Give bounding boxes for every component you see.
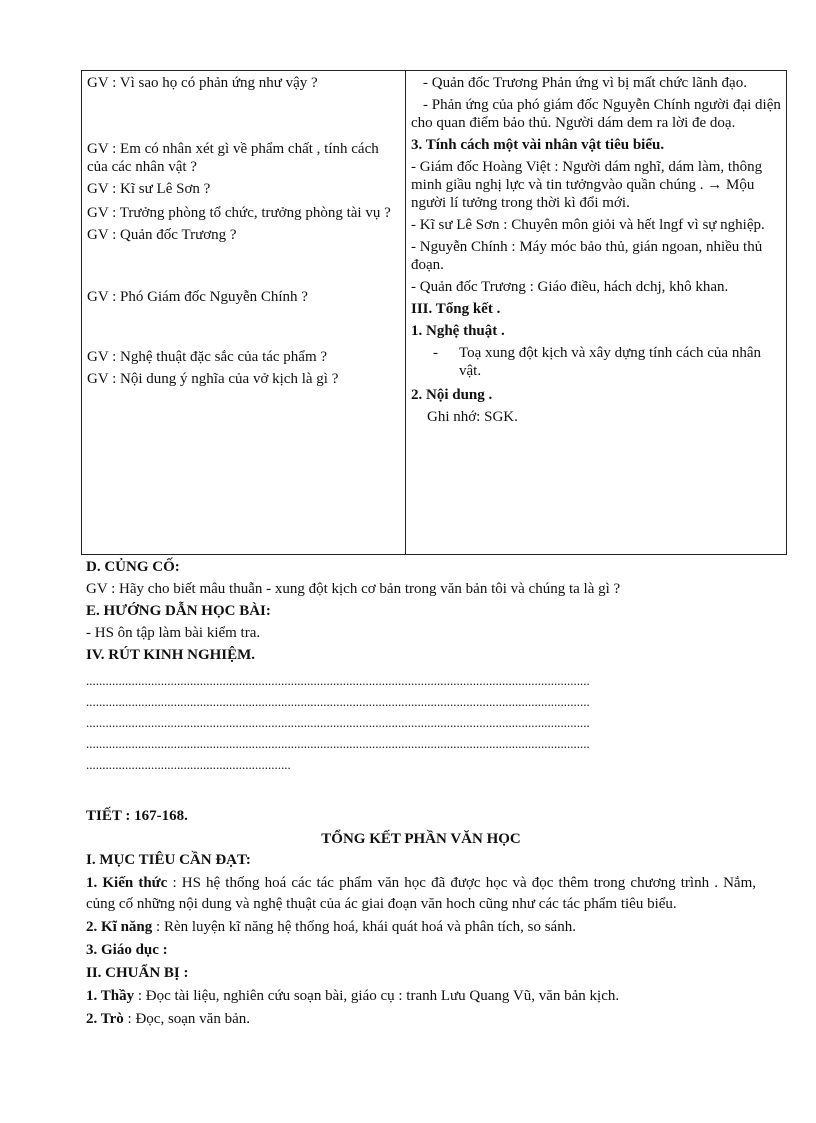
- knowledge-paragraph: [86, 873, 756, 915]
- heading-character: 3. Tính cách một vài nhân vật tiêu biểu.: [411, 137, 665, 153]
- answer-truong: - Quản đốc Trương Phản ứng vì bị mất chức lãnh đạo.: [423, 75, 747, 91]
- dotted-line: ...........................................................................................................................................................: [86, 673, 590, 688]
- teacher-prep: [86, 986, 756, 1007]
- skill-paragraph: [86, 917, 756, 938]
- heading-art: 1. Nghệ thuật .: [411, 323, 505, 339]
- question-4: GV : Trưởng phòng tổ chức, trưởng phòng tài vụ ?: [87, 205, 391, 221]
- next-lesson: [86, 806, 756, 1030]
- question-7: GV : Nghệ thuật đặc sắc của tác phẩm ?: [87, 349, 328, 365]
- skill-text: : Rèn luyện kĩ năng hệ thống hoá, khái quát hoá và phân tích, so sánh.: [152, 919, 576, 935]
- lesson-title: TỔNG KẾT PHẦN VĂN HỌC: [321, 831, 521, 847]
- trait-hoang-viet: - Giám đốc Hoàng Việt : Người dám nghĩ, dám làm, thông minh giầu nghị lực và tin tưởngvào quần chúng . → Mộu người lí tưởng trong thời kì đổi mới.: [411, 159, 763, 211]
- homework-title: E. HƯỚNG DẪN HỌC BÀI:: [86, 603, 271, 619]
- art-text: Toạ xung đột kịch và xây dựng tính cách của nhân vật.: [459, 345, 761, 379]
- objectives-title: I. MỤC TIÊU CẦN ĐẠT:: [86, 852, 251, 868]
- preparation-title: II. CHUẨN BỊ :: [86, 965, 189, 981]
- knowledge-text: : HS hệ thống hoá các tác phẩm văn học đã được học và đọc thêm trong chương trình . Nắm, củng cố những nội dung và nghệ thuật của ác giai đoạn văn hoch cũng như các tác phẩm tiêu biểu.: [86, 875, 756, 912]
- trait-le-son: - Kĩ sư Lê Sơn : Chuyên môn giỏi và hết lngf vì sự nghiệp.: [411, 217, 765, 233]
- lesson-number: TIẾT : 167-168.: [86, 808, 188, 824]
- teacher-questions-cell: [82, 71, 406, 555]
- lesson-table: [81, 70, 787, 555]
- table-row: [82, 71, 787, 555]
- student-label: 2. Trò: [86, 1011, 124, 1027]
- consolidation-text: GV : Hãy cho biết mâu thuẫn - xung đột kịch cơ bản trong văn bản tôi và chúng ta là gì ?: [86, 581, 621, 597]
- heading-content: 2. Nội dung .: [411, 387, 493, 403]
- question-2: GV : Em có nhân xét gì về phẩm chất , tính cách của các nhân vật ?: [87, 141, 379, 175]
- consolidation-title: D. CỦNG CỐ:: [86, 559, 180, 575]
- answer-chinh: - Phản ứng của phó giám đốc Nguyễn Chính người đại diện cho quan điểm bảo thủ. Người dám dem ra lời đe doạ.: [411, 97, 781, 131]
- question-8: GV : Nội dung ý nghĩa của vở kịch là gì ?: [87, 371, 339, 387]
- heading-summary: III. Tổng kết .: [411, 301, 501, 317]
- teacher-label: 1. Thầy: [86, 988, 135, 1004]
- content-note: Ghi nhớ: SGK.: [427, 409, 518, 425]
- question-1: GV : Vì sao họ có phản ứng như vậy ?: [87, 75, 318, 91]
- question-6: GV : Phó Giám đốc Nguyễn Chính ?: [87, 289, 308, 305]
- trait-quan-doc: - Quản đốc Trương : Giáo điều, hách dchj, khô khan.: [411, 279, 729, 295]
- question-5: GV : Quản đốc Trương ?: [87, 227, 237, 243]
- skill-label: 2. Kĩ năng: [86, 919, 153, 935]
- question-3: GV : Kĩ sư Lê Sơn ?: [87, 181, 211, 197]
- dotted-line: ...........................................................................................................................................................: [86, 694, 590, 709]
- education-label: 3. Giáo dục :: [86, 942, 168, 958]
- experience-title: IV. RÚT KINH NGHIỆM.: [86, 647, 256, 663]
- answers-cell: [406, 71, 787, 555]
- lesson-closing: [86, 556, 746, 775]
- student-text: : Đọc, soạn văn bản.: [123, 1011, 250, 1027]
- dotted-line: ...........................................................................................................................................................: [86, 715, 590, 730]
- student-prep: [86, 1009, 756, 1030]
- art-bullet: [433, 344, 781, 380]
- bullet-dash: -: [433, 345, 438, 361]
- dotted-line-short: ...............................................................: [86, 757, 291, 772]
- teacher-text: : Đọc tài liệu, nghiên cứu soạn bài, giáo cụ : tranh Lưu Quang Vũ, văn bản kịch.: [134, 988, 620, 1004]
- trait-nguyen-chinh: - Nguyễn Chính : Máy móc bảo thủ, gián ngoan, nhiều thủ đoạn.: [411, 239, 763, 273]
- homework-text: - HS ôn tập làm bài kiểm tra.: [86, 625, 261, 641]
- knowledge-label: 1. Kiến thức: [86, 875, 168, 891]
- dotted-line: ...........................................................................................................................................................: [86, 736, 590, 751]
